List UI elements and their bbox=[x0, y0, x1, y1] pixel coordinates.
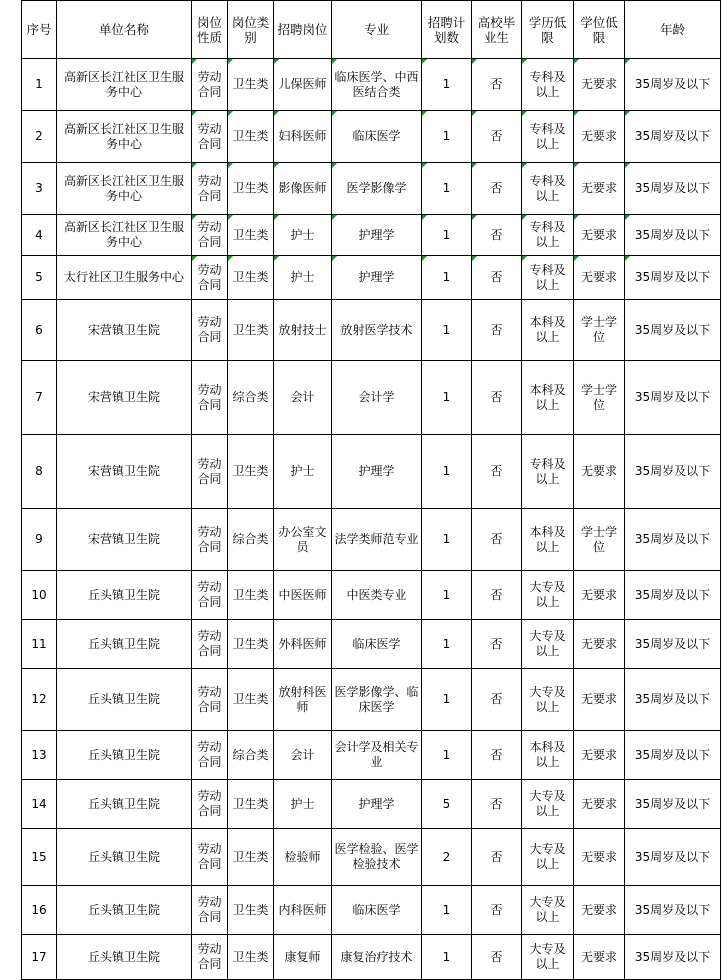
cell-recruit-position: 影像医师 bbox=[274, 163, 332, 215]
cell-recruit-position: 护士 bbox=[274, 780, 332, 829]
cell-position-category: 综合类 bbox=[228, 731, 274, 780]
cell-index: 11 bbox=[22, 620, 57, 669]
cell-recruit-position: 放射科医师 bbox=[274, 669, 332, 731]
cell-education: 专科及以上 bbox=[522, 215, 574, 256]
cell-graduate: 否 bbox=[472, 435, 522, 509]
cell-unit-name: 高新区长江社区卫生服务中心 bbox=[57, 59, 192, 111]
cell-degree: 学士学位 bbox=[574, 300, 625, 361]
cell-position-category: 卫生类 bbox=[228, 111, 274, 163]
cell-index: 17 bbox=[22, 935, 57, 980]
header-position-category: 岗位类别 bbox=[228, 1, 274, 59]
cell-education: 专科及以上 bbox=[522, 111, 574, 163]
cell-recruit-position: 护士 bbox=[274, 215, 332, 256]
cell-position-category: 卫生类 bbox=[228, 256, 274, 300]
cell-degree: 无要求 bbox=[574, 620, 625, 669]
cell-position-category: 卫生类 bbox=[228, 215, 274, 256]
cell-plan-count: 1 bbox=[422, 571, 472, 620]
cell-position-nature: 劳动合同 bbox=[192, 935, 228, 980]
cell-plan-count: 1 bbox=[422, 935, 472, 980]
cell-index: 5 bbox=[22, 256, 57, 300]
cell-age: 35周岁及以下 bbox=[625, 886, 721, 935]
cell-position-category: 卫生类 bbox=[228, 669, 274, 731]
table-row bbox=[22, 215, 721, 256]
table-row bbox=[22, 435, 721, 509]
cell-position-category: 卫生类 bbox=[228, 829, 274, 886]
cell-major: 医学影像学、临床医学 bbox=[332, 669, 422, 731]
cell-position-nature: 劳动合同 bbox=[192, 59, 228, 111]
cell-recruit-position: 内科医师 bbox=[274, 886, 332, 935]
cell-degree: 无要求 bbox=[574, 256, 625, 300]
cell-major: 护理学 bbox=[332, 215, 422, 256]
cell-major: 临床医学、中西医结合类 bbox=[332, 59, 422, 111]
cell-position-category: 卫生类 bbox=[228, 300, 274, 361]
cell-position-nature: 劳动合同 bbox=[192, 571, 228, 620]
header-recruit-position: 招聘岗位 bbox=[274, 1, 332, 59]
cell-degree: 无要求 bbox=[574, 886, 625, 935]
cell-index: 7 bbox=[22, 361, 57, 435]
recruitment-table bbox=[21, 0, 721, 980]
cell-age: 35周岁及以下 bbox=[625, 435, 721, 509]
cell-graduate: 否 bbox=[472, 215, 522, 256]
header-row bbox=[22, 1, 721, 59]
cell-graduate: 否 bbox=[472, 300, 522, 361]
cell-position-category: 综合类 bbox=[228, 509, 274, 571]
table-row bbox=[22, 256, 721, 300]
cell-degree: 学士学位 bbox=[574, 509, 625, 571]
cell-plan-count: 1 bbox=[422, 620, 472, 669]
cell-index: 3 bbox=[22, 163, 57, 215]
cell-graduate: 否 bbox=[472, 256, 522, 300]
table-row bbox=[22, 571, 721, 620]
cell-major: 放射医学技术 bbox=[332, 300, 422, 361]
cell-position-nature: 劳动合同 bbox=[192, 620, 228, 669]
cell-major: 护理学 bbox=[332, 256, 422, 300]
cell-graduate: 否 bbox=[472, 935, 522, 980]
cell-position-nature: 劳动合同 bbox=[192, 435, 228, 509]
cell-education: 本科及以上 bbox=[522, 300, 574, 361]
cell-plan-count: 1 bbox=[422, 509, 472, 571]
cell-graduate: 否 bbox=[472, 361, 522, 435]
table-row bbox=[22, 620, 721, 669]
table-row bbox=[22, 935, 721, 980]
cell-major: 护理学 bbox=[332, 780, 422, 829]
cell-age: 35周岁及以下 bbox=[625, 59, 721, 111]
cell-unit-name: 丘头镇卫生院 bbox=[57, 571, 192, 620]
cell-position-category: 卫生类 bbox=[228, 163, 274, 215]
table-row bbox=[22, 731, 721, 780]
cell-recruit-position: 检验师 bbox=[274, 829, 332, 886]
cell-index: 8 bbox=[22, 435, 57, 509]
cell-age: 35周岁及以下 bbox=[625, 111, 721, 163]
cell-education: 大专及以上 bbox=[522, 935, 574, 980]
cell-education: 本科及以上 bbox=[522, 361, 574, 435]
cell-age: 35周岁及以下 bbox=[625, 731, 721, 780]
cell-degree: 无要求 bbox=[574, 59, 625, 111]
cell-major: 中医类专业 bbox=[332, 571, 422, 620]
cell-education: 大专及以上 bbox=[522, 829, 574, 886]
cell-degree: 无要求 bbox=[574, 111, 625, 163]
table-body bbox=[22, 59, 721, 980]
cell-position-category: 卫生类 bbox=[228, 620, 274, 669]
cell-recruit-position: 康复师 bbox=[274, 935, 332, 980]
cell-plan-count: 5 bbox=[422, 780, 472, 829]
cell-position-category: 卫生类 bbox=[228, 935, 274, 980]
cell-index: 4 bbox=[22, 215, 57, 256]
table-row bbox=[22, 829, 721, 886]
cell-unit-name: 宋营镇卫生院 bbox=[57, 435, 192, 509]
cell-education: 专科及以上 bbox=[522, 256, 574, 300]
cell-age: 35周岁及以下 bbox=[625, 256, 721, 300]
cell-age: 35周岁及以下 bbox=[625, 300, 721, 361]
cell-education: 专科及以上 bbox=[522, 163, 574, 215]
cell-major: 康复治疗技术 bbox=[332, 935, 422, 980]
cell-degree: 无要求 bbox=[574, 829, 625, 886]
cell-position-nature: 劳动合同 bbox=[192, 300, 228, 361]
cell-position-category: 综合类 bbox=[228, 361, 274, 435]
cell-index: 9 bbox=[22, 509, 57, 571]
cell-age: 35周岁及以下 bbox=[625, 509, 721, 571]
cell-recruit-position: 中医医师 bbox=[274, 571, 332, 620]
cell-unit-name: 丘头镇卫生院 bbox=[57, 620, 192, 669]
cell-unit-name: 高新区长江社区卫生服务中心 bbox=[57, 163, 192, 215]
cell-index: 6 bbox=[22, 300, 57, 361]
cell-plan-count: 1 bbox=[422, 59, 472, 111]
cell-degree: 无要求 bbox=[574, 215, 625, 256]
header-index: 序号 bbox=[22, 1, 57, 59]
cell-unit-name: 丘头镇卫生院 bbox=[57, 935, 192, 980]
cell-graduate: 否 bbox=[472, 731, 522, 780]
cell-age: 35周岁及以下 bbox=[625, 163, 721, 215]
cell-degree: 无要求 bbox=[574, 435, 625, 509]
cell-age: 35周岁及以下 bbox=[625, 935, 721, 980]
cell-position-category: 卫生类 bbox=[228, 571, 274, 620]
cell-unit-name: 宋营镇卫生院 bbox=[57, 300, 192, 361]
cell-index: 2 bbox=[22, 111, 57, 163]
cell-position-nature: 劳动合同 bbox=[192, 163, 228, 215]
table-row bbox=[22, 509, 721, 571]
cell-recruit-position: 放射技士 bbox=[274, 300, 332, 361]
cell-plan-count: 1 bbox=[422, 256, 472, 300]
cell-index: 10 bbox=[22, 571, 57, 620]
cell-plan-count: 1 bbox=[422, 669, 472, 731]
cell-plan-count: 1 bbox=[422, 886, 472, 935]
cell-position-nature: 劳动合同 bbox=[192, 111, 228, 163]
header-age: 年龄 bbox=[625, 1, 721, 59]
table-row bbox=[22, 59, 721, 111]
cell-graduate: 否 bbox=[472, 163, 522, 215]
cell-index: 16 bbox=[22, 886, 57, 935]
cell-major: 临床医学 bbox=[332, 620, 422, 669]
cell-position-nature: 劳动合同 bbox=[192, 829, 228, 886]
cell-recruit-position: 护士 bbox=[274, 435, 332, 509]
cell-position-nature: 劳动合同 bbox=[192, 886, 228, 935]
cell-recruit-position: 会计 bbox=[274, 361, 332, 435]
cell-age: 35周岁及以下 bbox=[625, 620, 721, 669]
cell-degree: 无要求 bbox=[574, 780, 625, 829]
header-major: 专业 bbox=[332, 1, 422, 59]
cell-degree: 无要求 bbox=[574, 669, 625, 731]
cell-plan-count: 1 bbox=[422, 111, 472, 163]
cell-graduate: 否 bbox=[472, 59, 522, 111]
cell-unit-name: 高新区长江社区卫生服务中心 bbox=[57, 215, 192, 256]
header-unit-name: 单位名称 bbox=[57, 1, 192, 59]
cell-education: 大专及以上 bbox=[522, 571, 574, 620]
cell-major: 临床医学 bbox=[332, 886, 422, 935]
cell-education: 专科及以上 bbox=[522, 59, 574, 111]
cell-age: 35周岁及以下 bbox=[625, 215, 721, 256]
cell-recruit-position: 会计 bbox=[274, 731, 332, 780]
table-row bbox=[22, 111, 721, 163]
cell-unit-name: 高新区长江社区卫生服务中心 bbox=[57, 111, 192, 163]
cell-plan-count: 1 bbox=[422, 215, 472, 256]
cell-education: 本科及以上 bbox=[522, 509, 574, 571]
cell-plan-count: 1 bbox=[422, 435, 472, 509]
cell-degree: 学士学位 bbox=[574, 361, 625, 435]
cell-position-nature: 劳动合同 bbox=[192, 256, 228, 300]
cell-plan-count: 2 bbox=[422, 829, 472, 886]
table-row bbox=[22, 361, 721, 435]
cell-education: 大专及以上 bbox=[522, 886, 574, 935]
cell-major: 医学影像学 bbox=[332, 163, 422, 215]
cell-education: 专科及以上 bbox=[522, 435, 574, 509]
cell-graduate: 否 bbox=[472, 620, 522, 669]
header-plan-count: 招聘计划数 bbox=[422, 1, 472, 59]
cell-index: 12 bbox=[22, 669, 57, 731]
table-row bbox=[22, 886, 721, 935]
cell-position-nature: 劳动合同 bbox=[192, 509, 228, 571]
cell-graduate: 否 bbox=[472, 829, 522, 886]
cell-plan-count: 1 bbox=[422, 300, 472, 361]
cell-graduate: 否 bbox=[472, 669, 522, 731]
cell-recruit-position: 办公室文员 bbox=[274, 509, 332, 571]
cell-unit-name: 丘头镇卫生院 bbox=[57, 731, 192, 780]
cell-position-nature: 劳动合同 bbox=[192, 215, 228, 256]
cell-unit-name: 丘头镇卫生院 bbox=[57, 829, 192, 886]
header-education: 学历低限 bbox=[522, 1, 574, 59]
cell-position-nature: 劳动合同 bbox=[192, 669, 228, 731]
cell-age: 35周岁及以下 bbox=[625, 829, 721, 886]
cell-plan-count: 1 bbox=[422, 361, 472, 435]
cell-age: 35周岁及以下 bbox=[625, 669, 721, 731]
cell-education: 本科及以上 bbox=[522, 731, 574, 780]
cell-education: 大专及以上 bbox=[522, 780, 574, 829]
header-graduate: 高校毕业生 bbox=[472, 1, 522, 59]
cell-position-nature: 劳动合同 bbox=[192, 361, 228, 435]
cell-age: 35周岁及以下 bbox=[625, 361, 721, 435]
cell-major: 会计学及相关专业 bbox=[332, 731, 422, 780]
cell-position-category: 卫生类 bbox=[228, 59, 274, 111]
cell-unit-name: 丘头镇卫生院 bbox=[57, 886, 192, 935]
cell-major: 医学检验、医学检验技术 bbox=[332, 829, 422, 886]
header-degree: 学位低限 bbox=[574, 1, 625, 59]
cell-plan-count: 1 bbox=[422, 731, 472, 780]
cell-index: 1 bbox=[22, 59, 57, 111]
table-row bbox=[22, 780, 721, 829]
header-position-nature: 岗位性质 bbox=[192, 1, 228, 59]
cell-recruit-position: 护士 bbox=[274, 256, 332, 300]
cell-graduate: 否 bbox=[472, 886, 522, 935]
cell-major: 临床医学 bbox=[332, 111, 422, 163]
cell-recruit-position: 外科医师 bbox=[274, 620, 332, 669]
cell-index: 14 bbox=[22, 780, 57, 829]
cell-unit-name: 丘头镇卫生院 bbox=[57, 669, 192, 731]
cell-unit-name: 宋营镇卫生院 bbox=[57, 361, 192, 435]
cell-unit-name: 宋营镇卫生院 bbox=[57, 509, 192, 571]
cell-education: 大专及以上 bbox=[522, 669, 574, 731]
table-row bbox=[22, 163, 721, 215]
cell-major: 护理学 bbox=[332, 435, 422, 509]
cell-graduate: 否 bbox=[472, 780, 522, 829]
cell-graduate: 否 bbox=[472, 571, 522, 620]
cell-index: 13 bbox=[22, 731, 57, 780]
cell-degree: 无要求 bbox=[574, 571, 625, 620]
cell-graduate: 否 bbox=[472, 509, 522, 571]
cell-plan-count: 1 bbox=[422, 163, 472, 215]
cell-education: 大专及以上 bbox=[522, 620, 574, 669]
cell-position-category: 卫生类 bbox=[228, 780, 274, 829]
table-row bbox=[22, 669, 721, 731]
table-row bbox=[22, 300, 721, 361]
cell-degree: 无要求 bbox=[574, 731, 625, 780]
cell-degree: 无要求 bbox=[574, 163, 625, 215]
cell-recruit-position: 妇科医师 bbox=[274, 111, 332, 163]
cell-recruit-position: 儿保医师 bbox=[274, 59, 332, 111]
cell-index: 15 bbox=[22, 829, 57, 886]
cell-position-nature: 劳动合同 bbox=[192, 780, 228, 829]
cell-position-category: 卫生类 bbox=[228, 435, 274, 509]
cell-position-nature: 劳动合同 bbox=[192, 731, 228, 780]
cell-major: 会计学 bbox=[332, 361, 422, 435]
cell-unit-name: 太行社区卫生服务中心 bbox=[57, 256, 192, 300]
cell-graduate: 否 bbox=[472, 111, 522, 163]
cell-age: 35周岁及以下 bbox=[625, 780, 721, 829]
cell-position-category: 卫生类 bbox=[228, 886, 274, 935]
cell-degree: 无要求 bbox=[574, 935, 625, 980]
cell-unit-name: 丘头镇卫生院 bbox=[57, 780, 192, 829]
cell-major: 法学类师范专业 bbox=[332, 509, 422, 571]
cell-age: 35周岁及以下 bbox=[625, 571, 721, 620]
